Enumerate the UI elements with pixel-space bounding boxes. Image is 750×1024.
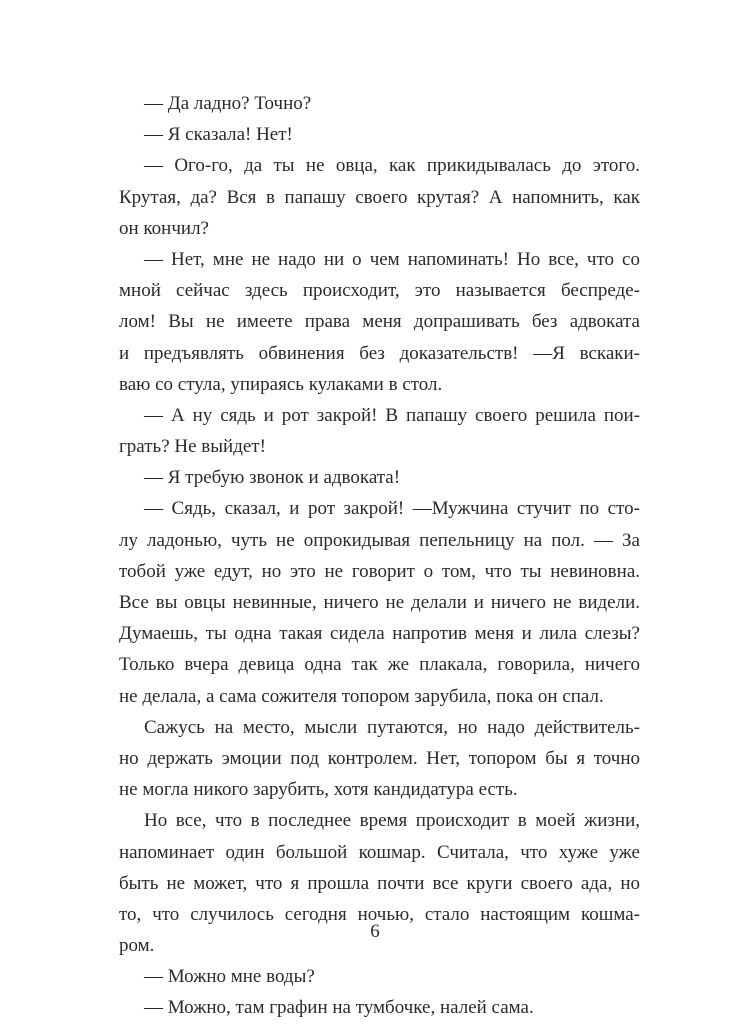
text-line: грать? Не выйдет! <box>119 436 266 458</box>
text-line: — Можно мне воды? <box>144 966 315 988</box>
text-line: Все вы овцы невинные, ничего не делали и ничего не видели. <box>119 592 640 613</box>
text-line: — Я требую звонок и адвоката! <box>144 467 401 489</box>
text-line: — Можно, там графин на тумбочке, налей сама. <box>144 997 534 1019</box>
text-line: тобой уже едут, но это не говорит о том, что ты невиновна. <box>119 560 640 582</box>
text-line: не делала, а сама сожителя топором зарубила, пока он спал. <box>119 685 604 707</box>
text-line: и предъявлять обвинения без доказательств! —Я вскаки- <box>119 342 640 364</box>
text-line: но держать эмоции под контролем. Нет, топором бы я точно <box>119 747 640 769</box>
text-line: он кончил? <box>119 217 209 239</box>
text-line: — Ого-го, да ты не овца, как прикидывалась до этого. <box>144 155 640 177</box>
text-line: ваю со стула, упираясь кулаками в стол. <box>119 373 443 395</box>
text-line: — Я сказала! Нет! <box>144 124 293 146</box>
text-line: то, что случилось сегодня ночью, стало настоящим кошма- <box>119 903 640 925</box>
page-body-text <box>119 88 640 1024</box>
text-line: Но все, что в последнее время происходит в моей жизни, <box>144 810 640 832</box>
text-line: Думаешь, ты одна такая сидела напротив меня и лила слезы? <box>119 623 640 645</box>
text-line: быть не может, что я прошла почти все круги своего ада, но <box>119 872 640 894</box>
text-line: — Сядь, сказал, и рот закрой! —Мужчина стучит по сто- <box>144 498 640 520</box>
text-line: не могла никого зарубить, хотя кандидатура есть. <box>119 779 518 801</box>
text-line: Только вчера девица одна так же плакала, говорила, ничего <box>119 654 640 676</box>
text-line: Сажусь на место, мысли путаются, но надо действитель- <box>144 716 640 738</box>
text-line: Крутая, да? Вся в папашу своего крутая? А напомнить, как <box>119 186 640 208</box>
page-number: 6 <box>370 921 380 942</box>
text-line: — Нет, мне не надо ни о чем напоминать! Но все, что со <box>144 248 640 270</box>
text-line: ром. <box>119 935 155 957</box>
text-line: лом! Вы не имеете права меня допрашивать без адвоката <box>119 311 640 333</box>
text-line: напоминает один большой кошмар. Считала, что хуже уже <box>119 841 640 863</box>
text-line: мной сейчас здесь происходит, это называется беспреде- <box>119 280 640 302</box>
text-line: лу ладонью, чуть не опрокидывая пепельницу на пол. — За <box>119 529 640 551</box>
text-line: — Да ладно? Точно? <box>144 93 312 114</box>
text-line: — А ну сядь и рот закрой! В папашу своего решила пои- <box>144 404 640 426</box>
